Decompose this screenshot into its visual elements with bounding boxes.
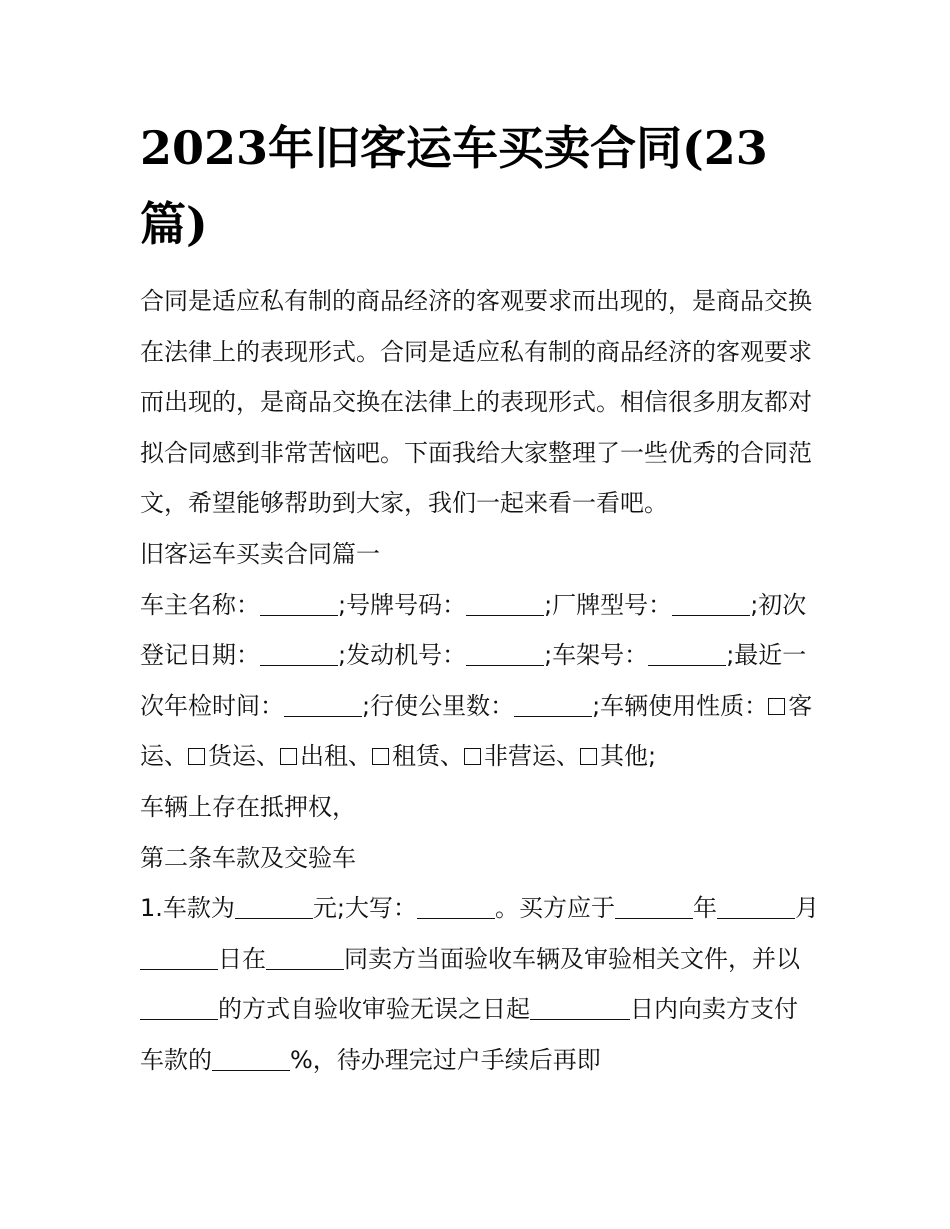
usage-label: ;车辆使用性质：	[592, 691, 769, 720]
engine-label: ;发动机号：	[338, 641, 467, 670]
year-blank	[615, 893, 693, 919]
document-body	[140, 276, 820, 1086]
payment-text: 日在	[218, 944, 266, 973]
checkbox-icon	[188, 748, 205, 765]
place-blank	[266, 944, 344, 970]
intro-paragraph: 合同是适应私有制的商品经济的客观要求而出现的，是商品交换在法律上的表现形式。合同是适应私有制的商品经济的客观要求而出现的，是商品交换在法律上的表现形式。相信很多朋友都对拟合同感到非常苦恼吧。下面我给大家整理了一些优秀的合同范文，希望能够帮助到大家，我们一起来看一看吧。	[140, 287, 812, 518]
usage-option: 其他;	[600, 742, 657, 771]
owner-blank	[260, 589, 338, 615]
method-blank	[140, 994, 218, 1020]
amount-words-blank	[417, 893, 495, 919]
payment-text: 的方式自验收审验无误之日起	[218, 995, 530, 1024]
payment-text: %，待办理完过户手续后再即	[290, 1045, 601, 1074]
article2-heading: 第二条车款及交验车	[140, 843, 356, 872]
mileage-label: ;行使公里数：	[362, 691, 515, 720]
checkbox-icon	[280, 748, 297, 765]
payment-text: 1.车款为	[140, 894, 235, 923]
mortgage-line: 车辆上存在抵押权，	[140, 792, 356, 821]
amount-blank	[235, 893, 313, 919]
checkbox-icon	[372, 748, 389, 765]
checkbox-icon	[768, 698, 785, 715]
section-heading: 旧客运车买卖合同篇一	[140, 539, 380, 568]
vehicle-info-paragraph	[140, 580, 820, 782]
payment-text: 年	[693, 894, 717, 923]
month-blank	[717, 893, 795, 919]
plate-label: ;号牌号码：	[338, 590, 467, 619]
model-label: ;厂牌型号：	[544, 590, 673, 619]
frame-blank	[648, 640, 726, 666]
usage-option: 非营运、	[484, 742, 580, 771]
inspection-label: ;最近一次年检时间：	[140, 641, 807, 720]
payment-paragraph	[140, 883, 820, 1085]
usage-option: 出租、	[300, 742, 372, 771]
document-title: 2023年旧客运车买卖合同(23篇)	[140, 121, 768, 251]
mileage-blank	[514, 691, 592, 717]
usage-option: 客运、	[140, 691, 813, 771]
payment-text: 元;大写：	[312, 894, 417, 923]
engine-blank	[466, 640, 544, 666]
reg-date-label: ;初次登记日期：	[140, 590, 807, 670]
frame-label: ;车架号：	[544, 641, 649, 670]
model-blank	[672, 589, 750, 615]
percent-blank	[212, 1045, 290, 1071]
usage-option: 租赁、	[392, 742, 464, 771]
day-blank	[140, 944, 218, 970]
usage-option: 货运、	[208, 742, 280, 771]
reg-date-blank	[260, 640, 338, 666]
payment-text: 同卖方当面验收车辆及审验相关文件，并以	[344, 944, 800, 973]
plate-blank	[466, 589, 544, 615]
payment-text: 。买方应于	[495, 894, 615, 923]
inspection-blank	[284, 691, 362, 717]
checkbox-icon	[580, 748, 597, 765]
checkbox-icon	[464, 748, 481, 765]
owner-label: 车主名称：	[140, 590, 260, 619]
days-blank	[530, 994, 630, 1020]
payment-text: 日内向卖方支付车款的	[140, 995, 798, 1074]
payment-text: 月	[795, 894, 819, 923]
